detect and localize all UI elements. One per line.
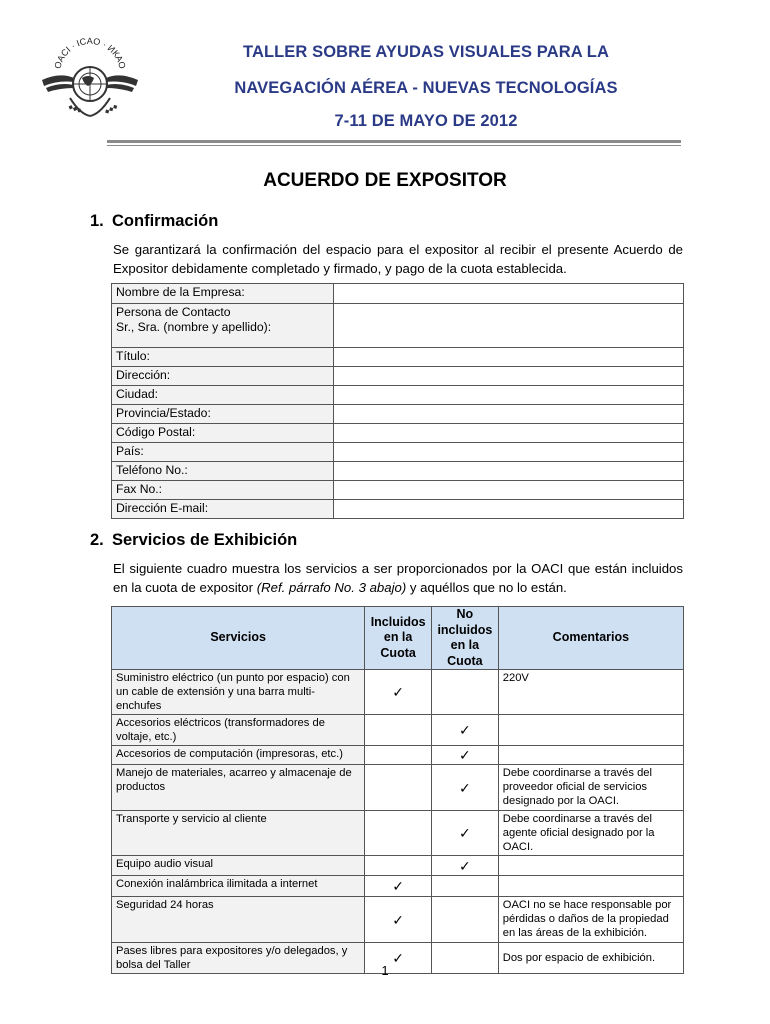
section-2-number: 2. bbox=[90, 531, 104, 549]
column-header-included: Incluidos en la Cuota bbox=[365, 607, 432, 670]
header-rule-thin bbox=[107, 145, 681, 146]
not-included-check: ✓ bbox=[432, 715, 499, 746]
field-label: Fax No.: bbox=[112, 481, 334, 500]
service-cell: Manejo de materiales, acarreo y almacenaje de productos bbox=[112, 765, 365, 811]
phone-field[interactable] bbox=[334, 462, 684, 481]
field-label: Teléfono No.: bbox=[112, 462, 334, 481]
form-row bbox=[112, 424, 684, 443]
service-cell: Equipo audio visual bbox=[112, 856, 365, 876]
field-label: Nombre de la Empresa: bbox=[112, 284, 334, 304]
form-row bbox=[112, 462, 684, 481]
field-label-line2: Sr., Sra. (nombre y apellido): bbox=[116, 320, 272, 334]
postal-code-field[interactable] bbox=[334, 424, 684, 443]
province-field[interactable] bbox=[334, 405, 684, 424]
field-label: Título: bbox=[112, 348, 334, 367]
services-table bbox=[111, 606, 684, 974]
svg-text:◆◆◆: ◆◆◆ bbox=[103, 102, 119, 116]
section-2-heading bbox=[90, 531, 297, 550]
section-2-title: Servicios de Exhibición bbox=[112, 531, 298, 549]
service-cell: Transporte y servicio al cliente bbox=[112, 811, 365, 856]
included-check bbox=[365, 811, 432, 856]
service-cell: Suministro eléctrico (un punto por espacio) con un cable de extensión y una barra multi-enchufes bbox=[112, 670, 365, 715]
city-field[interactable] bbox=[334, 386, 684, 405]
table-row bbox=[112, 876, 684, 897]
not-included-check: ✓ bbox=[432, 746, 499, 765]
form-row bbox=[112, 500, 684, 519]
comment-cell: Debe coordinarse a través del agente oficial designado por la OACI. bbox=[498, 811, 683, 856]
section-1-heading bbox=[90, 212, 218, 231]
table-row bbox=[112, 765, 684, 811]
comment-cell bbox=[498, 715, 683, 746]
column-header-services: Servicios bbox=[112, 607, 365, 670]
field-label: Provincia/Estado: bbox=[112, 405, 334, 424]
logo-text: OACI · ICAO · ИКАО bbox=[52, 35, 128, 70]
service-cell: Accesorios eléctricos (transformadores de voltaje, etc.) bbox=[112, 715, 365, 746]
not-included-check: ✓ bbox=[432, 856, 499, 876]
not-included-check: ✓ bbox=[432, 765, 499, 811]
paragraph-text: El siguiente cuadro muestra los servicios a ser proporcionados por la OACI que están incluidos en la cuota de expositor bbox=[113, 561, 683, 595]
form-row bbox=[112, 284, 684, 304]
included-check: ✓ bbox=[365, 897, 432, 943]
comment-cell: OACI no se hace responsable por pérdidas o daños de la propiedad en las áreas de la exhibición. bbox=[498, 897, 683, 943]
section-1-paragraph: Se garantizará la confirmación del espacio para el expositor al recibir el presente Acuerdo de Expositor debidamente completado y firmado, y pago de la cuota establecida. bbox=[113, 242, 683, 276]
not-included-check bbox=[432, 670, 499, 715]
form-row bbox=[112, 443, 684, 462]
country-field[interactable] bbox=[334, 443, 684, 462]
header-rule-thick bbox=[107, 140, 681, 143]
form-row bbox=[112, 348, 684, 367]
title-field[interactable] bbox=[334, 348, 684, 367]
comment-cell: 220V bbox=[498, 670, 683, 715]
form-row bbox=[112, 405, 684, 424]
table-row bbox=[112, 715, 684, 746]
header-line-2: NAVEGACIÓN AÉREA - NUEVAS TECNOLOGÍAS bbox=[234, 79, 618, 97]
comment-cell bbox=[498, 746, 683, 765]
comment-cell: Dos por espacio de exhibición. bbox=[498, 943, 683, 974]
section-1-number: 1. bbox=[90, 212, 104, 230]
address-field[interactable] bbox=[334, 367, 684, 386]
form-row bbox=[112, 367, 684, 386]
service-cell: Accesorios de computación (impresoras, etc.) bbox=[112, 746, 365, 765]
included-check bbox=[365, 746, 432, 765]
table-row bbox=[112, 811, 684, 856]
field-label: País: bbox=[112, 443, 334, 462]
table-row bbox=[112, 670, 684, 715]
not-included-check bbox=[432, 876, 499, 897]
form-row bbox=[112, 481, 684, 500]
field-label bbox=[112, 304, 334, 348]
paragraph-reference: (Ref. párrafo No. 3 abajo) bbox=[256, 580, 407, 595]
company-info-form bbox=[111, 283, 684, 519]
page-number: 1 bbox=[381, 963, 389, 978]
table-row bbox=[112, 746, 684, 765]
icao-logo bbox=[40, 22, 140, 122]
included-check: ✓ bbox=[365, 943, 432, 974]
form-row bbox=[112, 304, 684, 348]
comment-cell bbox=[498, 876, 683, 897]
paragraph-text-end: y aquéllos que no lo están. bbox=[406, 580, 567, 595]
table-row bbox=[112, 897, 684, 943]
header-dates: 7-11 DE MAYO DE 2012 bbox=[334, 112, 518, 130]
service-cell: Pases libres para expositores y/o delegados, y bolsa del Taller bbox=[112, 943, 365, 974]
field-label: Dirección E-mail: bbox=[112, 500, 334, 519]
form-row bbox=[112, 386, 684, 405]
field-label: Dirección: bbox=[112, 367, 334, 386]
section-1-title: Confirmación bbox=[112, 212, 219, 230]
company-name-field[interactable] bbox=[334, 284, 684, 304]
included-check bbox=[365, 715, 432, 746]
column-header-not-included: No incluidos en la Cuota bbox=[432, 607, 499, 670]
section-2-paragraph bbox=[113, 559, 683, 597]
included-check bbox=[365, 856, 432, 876]
field-label-line1: Persona de Contacto bbox=[116, 305, 231, 319]
not-included-check bbox=[432, 897, 499, 943]
comment-cell bbox=[498, 856, 683, 876]
header-line-1: TALLER SOBRE AYUDAS VISUALES PARA LA bbox=[242, 43, 610, 61]
field-label: Ciudad: bbox=[112, 386, 334, 405]
included-check bbox=[365, 765, 432, 811]
service-cell: Conexión inalámbrica ilimitada a internet bbox=[112, 876, 365, 897]
document-title: ACUERDO DE EXPOSITOR bbox=[263, 170, 507, 191]
comment-cell: Debe coordinarse a través del proveedor oficial de servicios designado por la OACI. bbox=[498, 765, 683, 811]
table-row bbox=[112, 856, 684, 876]
field-label: Código Postal: bbox=[112, 424, 334, 443]
fax-field[interactable] bbox=[334, 481, 684, 500]
included-check: ✓ bbox=[365, 876, 432, 897]
included-check: ✓ bbox=[365, 670, 432, 715]
not-included-check: ✓ bbox=[432, 811, 499, 856]
service-cell: Seguridad 24 horas bbox=[112, 897, 365, 943]
column-header-comments: Comentarios bbox=[498, 607, 683, 670]
contact-person-field[interactable] bbox=[334, 304, 684, 348]
svg-text:◆◆◆: ◆◆◆ bbox=[67, 103, 83, 115]
email-field[interactable] bbox=[334, 500, 684, 519]
table-header-row bbox=[112, 607, 684, 670]
